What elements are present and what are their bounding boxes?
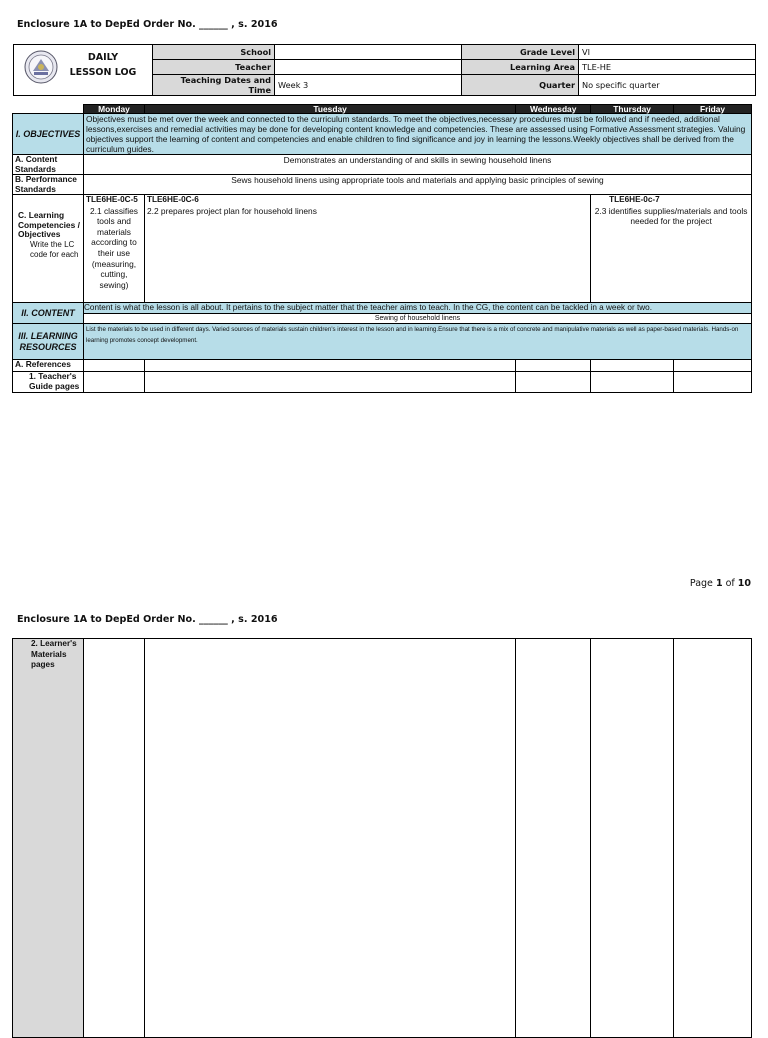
learners-materials-label: 2. Learner's Materials pages [13,639,84,1038]
page-of: of [722,578,738,589]
teachers-guide-label: 1. Teacher's Guide pages [13,372,84,393]
day-header-wednesday: Wednesday [516,105,591,114]
objectives-heading: I. OBJECTIVES [13,114,84,155]
references-wednesday [516,360,591,372]
dll-title-line2: LESSON LOG [69,67,137,78]
competencies-label-cell [13,195,84,303]
day-header-friday: Friday [674,105,752,114]
objectives-note: Objectives must be met over the week and connected to the curriculum standards. To meet the objectives,necessary procedures must be followed and if needed, additional lessons,exercises and remedial activities may be done for developing content knowledge and competencies. These are assessed using Formative Assessment strategies. Valuing objectives support the learning of content and competencies and enable children to find significance and joy in learning the lessons.Weekly objectives shall be derived from the curriculum guides. [83,114,751,155]
lm-monday [83,639,144,1038]
content-standards-text: Demonstrates an understanding of and skills in sewing household linens [83,155,751,175]
day-header-thursday: Thursday [591,105,674,114]
lm-thursday [591,639,674,1038]
performance-standards-label: B. Performance Standards [13,175,84,195]
lesson-grid [12,104,752,393]
monday-competency-cell [83,195,144,303]
tuesday-lc-code: TLE6HE-0C-6 [146,195,199,204]
content-topic: Sewing of household linens [84,313,751,323]
teacher-label: Teacher [153,60,275,75]
monday-lc-text: 2.1 classifies tools and materials according to their use (measuring, cutting, sewing) [89,205,138,290]
thursday-lc-text: 2.3 identifies supplies/materials and tools needed for the project [594,205,748,227]
competencies-label: C. Learning Competencies / Objectives [18,210,80,239]
tuesday-competency-cell [144,195,590,303]
thursday-lc-code: TLE6HE-0c-7 [609,195,660,204]
page-current: 1 [715,578,723,589]
tg-friday [674,372,752,393]
content-heading: II. CONTENT [13,303,84,324]
dates-value: Week 3 [275,75,462,96]
deped-seal-logo [24,50,58,84]
learning-area-label: Learning Area [462,60,579,75]
tg-thursday [591,372,674,393]
monday-lc-code: TLE6HE-0C-5 [85,195,138,204]
content-cell [83,303,751,324]
learning-area-value: TLE-HE [579,60,756,75]
tg-tuesday [144,372,515,393]
page-total: 10 [737,578,751,589]
grade-level-label: Grade Level [462,45,579,60]
page-number [690,578,751,589]
resources-heading: III. LEARNING RESOURCES [13,324,84,360]
competencies-note: Write the LC code for each [30,239,79,260]
lm-tuesday [144,639,515,1038]
tg-wednesday [516,372,591,393]
enclosure-title: Enclosure 1A to DepEd Order No. ______ , s. 2016 [17,19,278,30]
performance-standards-text: Sews household linens using appropriate tools and materials and applying basic principles of sewing [83,175,751,195]
resources-note: List the materials to be used in different days. Varied sources of materials sustain children's interest in the lesson and in learning.Ensure that there is a mix of concrete and manipulative materials as well as paper-based materials. Hands-on learning promotes concept development. [83,324,751,360]
references-tuesday [144,360,515,372]
thursday-competency-cell [591,195,752,303]
dates-label: Teaching Dates and Time [153,75,275,96]
page-prefix: Page [689,578,716,589]
enclosure-title-page2: Enclosure 1A to DepEd Order No. ______ , s. 2016 [17,614,278,625]
tuesday-lc-text: 2.2 prepares project plan for household linens [146,205,317,216]
header-table [13,44,756,96]
school-value [275,45,462,60]
quarter-label: Quarter [462,75,579,96]
references-friday [674,360,752,372]
dll-title-line1: DAILY [87,52,119,63]
lm-friday [674,639,752,1038]
teacher-value [275,60,462,75]
content-standards-label: A. Content Standards [13,155,84,175]
dll-title-cell [14,45,153,96]
content-note: Content is what the lesson is all about. It pertains to the subject matter that the teacher aims to teach. In the CG, the content can be tackled in a week or two. [83,303,652,312]
day-header-tuesday: Tuesday [144,105,515,114]
lm-wednesday [516,639,591,1038]
grade-level-value: VI [579,45,756,60]
references-label: A. References [13,360,84,372]
day-header-monday: Monday [83,105,144,114]
school-label: School [153,45,275,60]
quarter-value: No specific quarter [579,75,756,96]
references-thursday [591,360,674,372]
lesson-grid-page2 [12,638,752,1038]
tg-monday [83,372,144,393]
references-monday [83,360,144,372]
